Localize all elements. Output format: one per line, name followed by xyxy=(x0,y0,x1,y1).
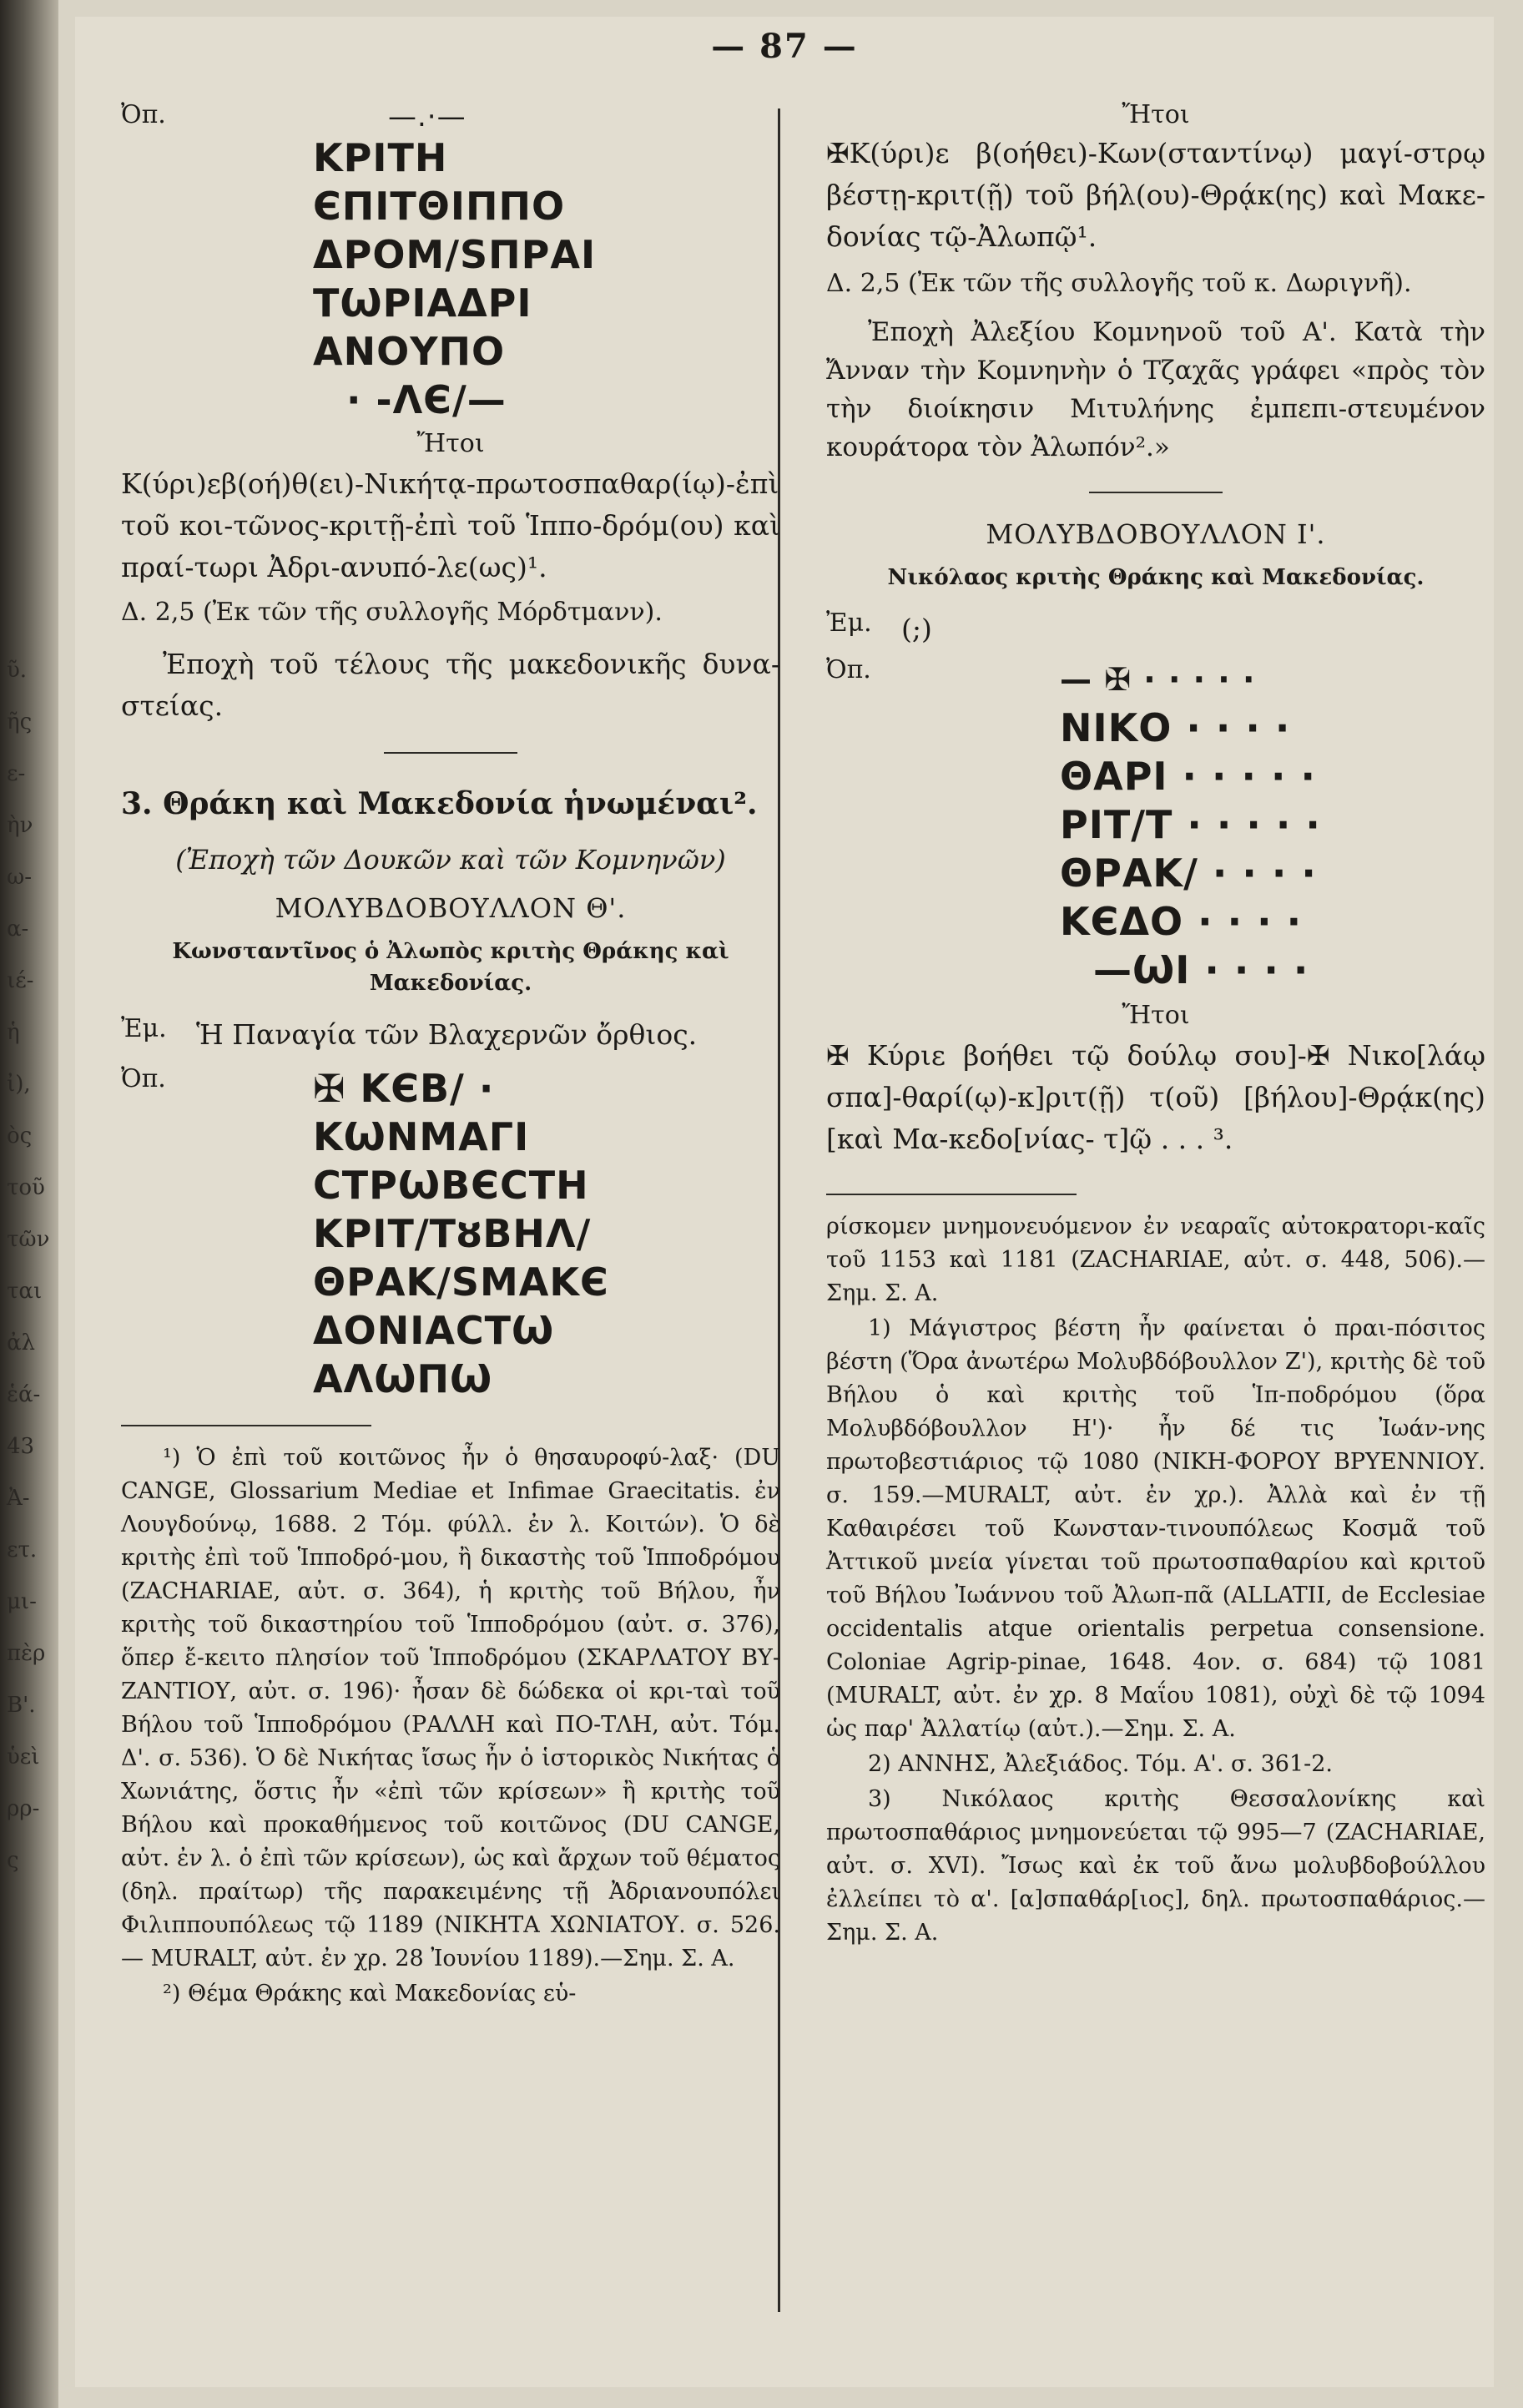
edge-fragment: ἰ), xyxy=(7,1072,31,1097)
seal-eta-epoch: Ἐποχὴ Ἀλεξίου Κομνηνοῦ τοῦ Α'. Κατὰ τὴν Ἄνναν τὴν Κομνηνὴν ὁ Τζαχᾶς γράφει «πρὸς τὸν τὴν διοίκησιν Μιτυλήνης ἐμπεπι-στευμένον κουράτορα τὸν Ἀλωπόν².» xyxy=(826,317,1485,462)
footnote-rule xyxy=(826,1194,1077,1195)
seal1-line: ΑΝΟΥΠΟ xyxy=(313,329,506,374)
edge-fragment: ω- xyxy=(7,865,32,890)
seal2-block xyxy=(121,1064,780,1403)
seal1-inscription xyxy=(313,100,596,424)
seal2-inscription xyxy=(313,1064,609,1403)
seal3-block xyxy=(826,655,1485,994)
section-rule xyxy=(384,752,517,754)
edge-fragment: ῆς xyxy=(7,709,33,735)
edge-fragment: μι- xyxy=(7,1589,37,1614)
edge-fragment: ται xyxy=(7,1279,43,1304)
book-page xyxy=(75,17,1494,2387)
edge-fragment: ὸς xyxy=(7,1123,33,1148)
seal1-line: ЄΠΙΤΘΙΠΠΟ xyxy=(313,184,566,229)
reverse-row xyxy=(826,608,1485,650)
seal3-line: — ✠ · · · · · xyxy=(1060,661,1256,698)
edge-fragment: Ἀ- xyxy=(7,1486,30,1511)
edge-fragment: α- xyxy=(7,916,29,941)
footnote-1: ¹) Ὁ ἐπὶ τοῦ κοιτῶνος ἦν ὁ θησαυροφύ-λαξ· (DU CANGE, Glossarium Mediae et Infimae Graecitatis. ἐν Λουγδούνῳ, 1688. 2 Τόμ. φύλλ. ἐν λ. Κοιτών). Ὁ δὲ κριτὴς ἐπὶ τοῦ Ἱπποδρό-μου, ἢ δικαστὴς τοῦ Ἱπποδρόμου (ZACHARIAE, αὐτ. σ. 364), ἡ κριτὴς τοῦ Βήλου, ἦν κριτὴς τοῦ δικαστηρίου τοῦ Ἱπποδρόμου (αὐτ. σ. 376), ὅπερ ἔ-κειτο πλησίον τοῦ Ἱπποδρόμου (ΣΚΑΡΛΑΤΟΥ ΒΥ-ΖΑΝΤΙΟΥ, αὐτ. σ. 196)· ἦσαν δὲ δώδεκα οἱ κρι-ταὶ τοῦ Βήλου τοῦ Ἱπποδρόμου (ΡΑΛΛΗ καὶ ΠΟ-ΤΛΗ, αὐτ. Τόμ. Δ'. σ. 536). Ὁ δὲ Νικήτας ἴσως ἦν ὁ ἱστορικὸς Νικήτας ὁ Χωνιάτης, ὅστις ἦν «ἐπὶ τῶν κρίσεων» ἢ κριτὴς τοῦ Βήλου καὶ προκαθήμενος τοῦ κοιτῶνος (DU CANGE, αὐτ. ἐν λ. ὁ ἐπὶ τῶν κρίσεων), ὡς καὶ ἄρχων τοῦ θέματος (δηλ. πραίτωρ) τῆς παρακειμένης τῇ Ἀδριανουπόλει Φιλιππουπόλεως τῷ 1189 (ΝΙΚΗΤΑ ΧΩΝΙΑΤΟΥ. σ. 526. — MURALT, αὐτ. ἐν χρ. 28 Ἰουνίου 1189).—Σημ. Σ. Α. xyxy=(121,1445,780,1971)
footnote-2: ²) Θέμα Θράκης καὶ Μακεδονίας εὑ- xyxy=(163,1981,577,2007)
seal1-dimensions: Δ. 2,5 (Ἐκ τῶν τῆς συλλογῆς Μόρδτμανν). xyxy=(121,598,663,627)
reverse-label: Ἐμ. xyxy=(121,1014,167,1043)
seal3-line: ΡΙΤ/Τ · · · · · xyxy=(1060,802,1321,847)
seal2-line: ✠ KЄB/ · xyxy=(313,1066,495,1111)
edge-fragment: τοῦ xyxy=(7,1175,45,1200)
section-heading: 3. Θράκη καὶ Μακεδονία ἡνωμέναι². xyxy=(121,786,758,821)
seal1-block xyxy=(121,100,780,424)
seal1-line: · -ΛЄ/— xyxy=(346,377,507,422)
seal3-line: ΘΡΑΚ/ · · · · xyxy=(1060,851,1317,896)
obverse-label: Ὀπ. xyxy=(121,100,166,129)
seal1-line: ΤѠΡΙΑΔΡΙ xyxy=(313,280,532,326)
seal2-line: KѠΝΜΑΓΙ xyxy=(313,1114,530,1159)
reverse-row xyxy=(121,1014,780,1056)
itoi-label: Ἤτοι xyxy=(1122,100,1190,129)
edge-fragment: ἑά- xyxy=(7,1382,41,1407)
reverse-description: Ἡ Παναγία τῶν Βλαχερνῶν ὄρθιος. xyxy=(196,1018,698,1051)
seal3-line: —ѠΙ · · · · xyxy=(1093,947,1309,992)
seal1-line: ΚΡΙΤΗ xyxy=(313,135,448,180)
seal2-line: ΑΛѠΠѠ xyxy=(313,1356,493,1401)
seal1-reading: Κ(ύρι)εβ(οή)θ(ει)-Νικήτᾳ-πρωτοσπαθαρ(ίῳ)-ἐπὶ τοῦ κοι-τῶνος-κριτῇ-ἐπὶ τοῦ Ἱππο-δρόμ(ου) καὶ πραί-τωρι Ἀδρι-ανυπό-λε(ως)¹. xyxy=(121,467,780,583)
seal-iota-title: ΜΟΛΥΒΔΟΒΟΥΛΛΟΝ Ι'. xyxy=(986,518,1326,550)
seal2-line: ΘΡΑΚ/SΜΑΚЄ xyxy=(313,1260,609,1305)
seal-eta-reading: ✠Κ(ύρι)ε β(οήθει)-Κων(σταντίνῳ) μαγί-στρῳ βέστῃ-κριτ(ῇ) τοῦ βήλ(ου)-Θρᾴκ(ης) καὶ Μακε-δονίας τῷ-Ἀλωπῷ¹. xyxy=(826,137,1485,253)
footnote-1: 1) Μάγιστρος βέστη ἦν φαίνεται ὁ πραι-πόσιτος βέστη (Ὅρα ἀνωτέρω Μολυβδόβουλλον Ζ'), κριτὴς δὲ τοῦ Βήλου ὁ καὶ κριτὴς τοῦ Ἱπ-ποδρόμου (ὅρα Μολυβδόβουλλον Η')· ἦν δέ τις Ἰωάν-νης πρωτοβεστιάριος τῷ 1080 (ΝΙΚΗ-ΦΟΡΟΥ ΒΡΥΕΝΝΙΟΥ. σ. 159.—MURALT, αὐτ. ἐν χρ.). Ἀλλὰ καὶ ἐν τῇ Καθαιρέσει τοῦ Κωνσταν-τινουπόλεως Κοσμᾶ τοῦ Ἀττικοῦ μνεία γίνεται τοῦ πρωτοσπαθαρίου καὶ κριτοῦ τοῦ Βήλου Ἰωάννου τοῦ Ἀλωπ-πᾶ (ALLATII, de Ecclesiae occidentalis atque orientalis perpetua consensione. Coloniae Agrip-pinae, 1648. 4ον. σ. 684) τῷ 1081 (MURALT, αὐτ. ἐν χρ. 8 Μαΐου 1081), οὐχὶ δὲ τῷ 1094 ὡς παρ' Ἀλλατίῳ (αὐτ.).—Σημ. Σ. Α. xyxy=(826,1315,1485,1742)
edge-fragment: ιέ- xyxy=(7,968,34,993)
seal3-line: ΘΑΡΙ · · · · · xyxy=(1060,754,1316,799)
itoi-label: Ἤτοι xyxy=(1122,1001,1190,1030)
edge-fragment: 43 xyxy=(7,1434,35,1459)
seal-theta-title: ΜΟΛΥΒΔΟΒΟΥΛΛΟΝ Θ'. xyxy=(275,892,627,924)
seal1-top-ornament: —.·— xyxy=(388,100,466,134)
edge-fragment: ἡ xyxy=(7,1020,20,1045)
left-column xyxy=(121,100,780,2012)
itoi-label: Ἤτοι xyxy=(416,429,485,458)
seal3-inscription xyxy=(1060,655,1321,994)
edge-fragment: ὴν xyxy=(7,813,33,838)
obverse-label: Ὀπ. xyxy=(826,655,871,684)
reverse-label: Ἐμ. xyxy=(826,608,872,638)
footnotes-left xyxy=(121,1441,780,2011)
edge-fragment: πὲρ xyxy=(7,1641,46,1666)
edge-fragment: ρρ- xyxy=(7,1796,40,1821)
seal2-line: ΔΟΝΙΑCΤѠ xyxy=(313,1308,555,1353)
right-column xyxy=(826,100,1485,1951)
section-subheading: (Ἐποχὴ τῶν Δουκῶν καὶ τῶν Κομνηνῶν) xyxy=(175,844,726,876)
adjacent-page-edge xyxy=(0,0,58,2408)
footnotes-right xyxy=(826,1210,1485,1950)
edge-fragment: ετ. xyxy=(7,1537,38,1562)
edge-fragment: Β'. xyxy=(7,1693,36,1718)
seal2-line: CΤΡѠΒЄCΤΗ xyxy=(313,1163,589,1208)
edge-fragment: τῶν xyxy=(7,1227,50,1252)
reverse-description: (;) xyxy=(901,613,932,645)
seal-iota-reading: ✠ Κύριε βοήθει τῷ δούλῳ σου]-✠ Νικο[λάῳ σπα]-θαρί(ῳ)-κ]ριτ(ῇ) τ(οῦ) [βήλου]-Θρᾴκ(ης) [καὶ Μα-κεδο[νίας- τ]ῷ . . . ³. xyxy=(826,1039,1485,1155)
seal3-line: ΚЄΔΟ · · · · xyxy=(1060,899,1303,944)
seal-eta-dimensions: Δ. 2,5 (Ἐκ τῶν τῆς συλλογῆς τοῦ κ. Δωριγνῆ). xyxy=(826,269,1412,298)
page-number: — 87 — xyxy=(711,27,858,66)
footnote-rule xyxy=(121,1425,371,1426)
seal1-line: ΔΡΟΜ/SΠΡΑΙ xyxy=(313,232,597,277)
edge-fragment: ὑεὶ xyxy=(7,1744,40,1769)
seal2-line: ΚΡΙΤ/ΤȣΒΗΛ/ xyxy=(313,1211,592,1256)
edge-fragment: ς xyxy=(7,1848,19,1873)
footnote-continued: ρίσκομεν μνημονευόμενον ἐν νεαραῖς αὐτοκρατορι-καῖς τοῦ 1153 καὶ 1181 (ZACHARIAE, αὐτ. σ. 448, 506).—Σημ. Σ. Α. xyxy=(826,1214,1485,1306)
edge-fragment: ῦ. xyxy=(7,658,28,683)
seal-iota-owner: Νικόλαος κριτὴς Θράκης καὶ Μακεδονίας. xyxy=(887,565,1425,590)
edge-fragment: ε- xyxy=(7,761,26,786)
footnote-3: 3) Νικόλαος κριτὴς Θεσσαλονίκης καὶ πρωτοσπαθάριος μνημονεύεται τῷ 995—7 (ZACHARIAE, αὐτ. σ. XVI). Ἴσως καὶ ἐκ τοῦ ἄνω μολυβδοβούλλου ἐλλείπει τὸ α'. [α]σπαθάρ[ιος], δηλ. πρωτοσπαθάριος.—Σημ. Σ. Α. xyxy=(826,1786,1485,1946)
section-rule xyxy=(1089,492,1223,493)
footnote-2: 2) ΑΝΝΗΣ, Ἀλεξιάδος. Τόμ. Α'. σ. 361-2. xyxy=(868,1751,1334,1777)
edge-fragment: ἀλ xyxy=(7,1330,36,1355)
obverse-label: Ὀπ. xyxy=(121,1064,166,1093)
seal-theta-owner: Κωνσταντῖνος ὁ Ἀλωπὸς κριτὴς Θράκης καὶ Μακεδονίας. xyxy=(172,939,729,996)
seal3-line: ΝΙΚΟ · · · · xyxy=(1060,705,1291,750)
seal1-epoch: Ἐποχὴ τοῦ τέλους τῆς μακεδονικῆς δυνα-στείας. xyxy=(121,648,780,722)
